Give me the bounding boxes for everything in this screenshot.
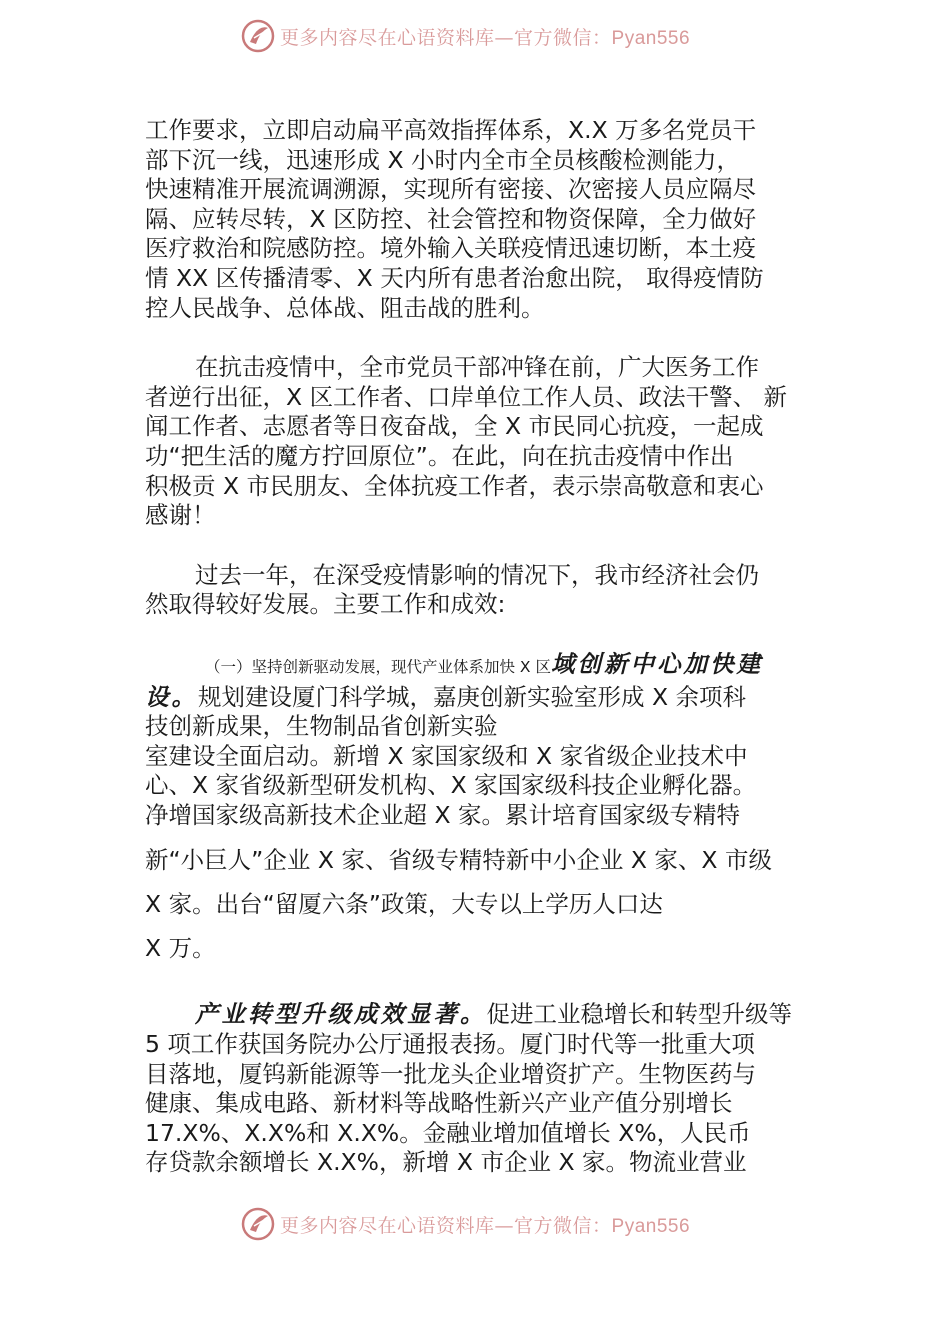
text-line: 健康、集成电路、新材料等战略性新兴产业产值分别增长 — [145, 1089, 733, 1118]
watermark-id: Pyan556 — [611, 27, 691, 49]
text-line: 过去一年，在深受疫情影响的情况下，我市经济社会仍 — [195, 560, 759, 589]
watermark-label: 更多内容尽在心语资料库—官方微信： — [280, 26, 612, 49]
text-line: 心、X 家省级新型研发机构、X 家国家级科技企业孵化器。 — [145, 771, 757, 800]
footer-watermark — [240, 1204, 690, 1244]
section-heading-bold-end: 设。 — [145, 682, 198, 711]
header-watermark — [240, 16, 690, 56]
text-line: 然取得较好发展。主要工作和成效: — [145, 590, 506, 619]
text-span: 规划建设厦门科学城，嘉庚创新实验室形成 X 余项科 — [198, 682, 747, 711]
text-line: 闻工作者、志愿者等日夜奋战，全 X 市民同心抗疫，一起成 — [145, 412, 764, 441]
text-line: 情 XX 区传播清零、X 天内所有患者治愈出院， 取得疫情防 — [145, 263, 764, 292]
text-line: 医疗救治和院感防控。境外输入关联疫情迅速切断，本土疫 — [145, 234, 756, 263]
section-heading-small: （一）坚持创新驱动发展，现代产业体系加快 X 区 — [205, 657, 551, 676]
text-span: 促进工业稳增长和转型升级等 — [486, 1000, 792, 1029]
text-line: 积极贡 X 市民朋友、全体抗疫工作者，表示崇高敬意和衷心 — [145, 471, 764, 500]
text-line: 部下沉一线，迅速形成 X 小时内全市全员核酸检测能力， — [145, 145, 741, 174]
text-line: 隔、应转尽转，X 区防控、社会管控和物资保障，全力做好 — [145, 204, 757, 233]
text-line: 控人民战争、总体战、阻击战的胜利。 — [145, 293, 545, 322]
text-line — [145, 683, 845, 713]
section-heading-bold: 域创新中心加快建 — [550, 649, 763, 678]
text-line: 快速精准开展流调溯源，实现所有密接、次密接人员应隔尽 — [145, 175, 756, 204]
text-line: 在抗击疫情中，全市党员干部冲锋在前，广大医务工作 — [195, 353, 759, 382]
text-line — [145, 1000, 845, 1030]
text-line: 者逆行出征，X 区工作者、口岸单位工作人员、政法干警、 新 — [145, 382, 788, 411]
text-line: 5 项工作获国务院办公厅通报表扬。厦门时代等一批重大项 — [145, 1030, 755, 1059]
text-line: 技创新成果，生物制品省创新实验 — [145, 712, 498, 741]
text-line: 室建设全面启动。新增 X 家国家级和 X 家省级企业技术中 — [145, 741, 748, 770]
watermark-text — [280, 1211, 690, 1238]
text-line: X 万。 — [145, 934, 216, 963]
text-line: X 家。出台“留厦六条”政策，大专以上学历人口达 — [145, 890, 663, 919]
text-line: 17.X%、X.X%和 X.X%。金融业增加值增长 X%，人民币 — [145, 1118, 751, 1147]
text-line: 新“小巨人”企业 X 家、省级专精特新中小企业 X 家、X 市级 — [145, 846, 772, 875]
text-line: 存贷款余额增长 X.X%，新增 X 市企业 X 家。物流业营业 — [145, 1148, 747, 1177]
bold-lead: 产业转型升级成效显著。 — [195, 1000, 487, 1029]
document-body — [145, 116, 845, 1178]
section-heading-line — [145, 650, 845, 683]
text-line: 功“把生活的魔方拧回原位”。在此，向在抗击疫情中作出 — [145, 441, 734, 470]
logo-icon — [240, 1206, 276, 1242]
paragraph-4 — [145, 650, 845, 971]
paragraph-5 — [145, 1000, 845, 1178]
text-line: 感谢！ — [145, 501, 216, 530]
text-line: 净增国家级高新技术企业超 X 家。累计培育国家级专精特 — [145, 800, 741, 829]
watermark-text — [280, 23, 690, 50]
text-line: 目落地，厦钨新能源等一批龙头企业增资扩产。生物医药与 — [145, 1059, 756, 1088]
paragraph-1 — [145, 116, 845, 323]
watermark-id: Pyan556 — [611, 1215, 691, 1237]
paragraph-2 — [145, 353, 845, 531]
paragraph-3 — [145, 561, 845, 620]
text-line: 工作要求，立即启动扁平高效指挥体系，X.X 万多名党员干 — [145, 116, 757, 144]
watermark-label: 更多内容尽在心语资料库—官方微信： — [280, 1214, 612, 1237]
logo-icon — [240, 18, 276, 54]
